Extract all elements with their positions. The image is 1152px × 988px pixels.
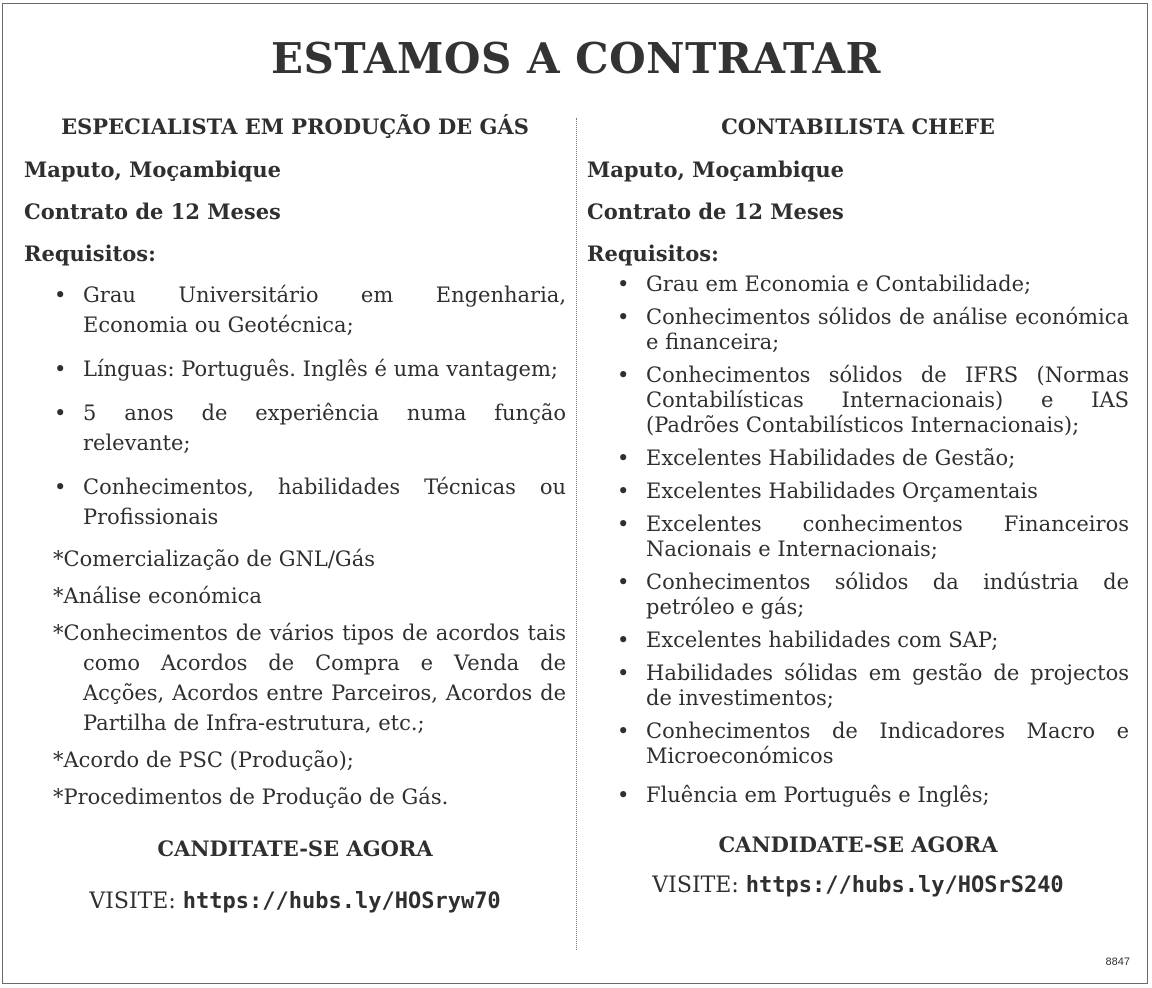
requirements-label: Requisitos: [24, 241, 156, 266]
list-item: • Grau Universitário em Engenharia, Economia ou Geotécnica; [24, 280, 566, 340]
list-item: • Excelentes habilidades com SAP; [587, 628, 1129, 653]
skill-item: *Conhecimentos de vários tipos de acordos tais como Acordos de Compra e Venda de Acções, Acordos entre Parceiros, Acordos de Partilha de Infra-estrutura, etc.; [53, 621, 566, 735]
visit-label: VISITE: [89, 889, 176, 914]
list-item: • Grau em Economia e Contabilidade; [587, 272, 1129, 297]
visit-line [587, 873, 1129, 898]
ad-reference-code: 8847 [1105, 956, 1130, 968]
apply-cta: CANDIDATE-SE AGORA [718, 832, 998, 857]
requirements-label: Requisitos: [587, 241, 719, 266]
column-divider [576, 118, 577, 950]
job-column-chief-accountant [587, 114, 1129, 898]
visit-line [24, 889, 566, 914]
skill-item: *Comercialização de GNL/Gás [53, 547, 375, 571]
list-item: • Conhecimentos sólidos de IFRS (Normas Contabilísticas Internacionais) e IAS (Padrões Contabilísticos Internacionais); [587, 363, 1129, 438]
list-item: • 5 anos de experiência numa função relevante; [24, 398, 566, 458]
apply-cta: CANDITATE-SE AGORA [157, 836, 433, 861]
apply-link[interactable]: https://hubs.ly/HOSrS240 [745, 873, 1064, 898]
visit-label: VISITE: [652, 873, 739, 898]
apply-link[interactable]: https://hubs.ly/HOSryw70 [182, 889, 501, 914]
list-item: • Excelentes Habilidades de Gestão; [587, 446, 1129, 471]
list-item: • Conhecimentos sólidos da indústria de petróleo e gás; [587, 570, 1129, 620]
skill-item: *Análise económica [53, 584, 262, 608]
list-item: • Línguas: Português. Inglês é uma vantagem; [24, 354, 566, 384]
job-column-gas-specialist [24, 114, 566, 914]
list-item: • Fluência em Português e Inglês; [587, 783, 1129, 808]
list-item: • Conhecimentos, habilidades Técnicas ou Profissionais [24, 472, 566, 532]
list-item: • Conhecimentos sólidos de análise económica e financeira; [587, 305, 1129, 355]
skill-item: *Procedimentos de Produção de Gás. [53, 785, 449, 809]
list-item: • Habilidades sólidas em gestão de projectos de investimentos; [587, 661, 1129, 711]
job-title: CONTABILISTA CHEFE [721, 114, 995, 139]
skill-item: *Acordo de PSC (Produção); [53, 748, 354, 772]
job-location: Maputo, Moçambique [24, 157, 281, 182]
job-location: Maputo, Moçambique [587, 157, 844, 182]
list-item: • Excelentes Habilidades Orçamentais [587, 479, 1129, 504]
job-contract: Contrato de 12 Meses [587, 199, 844, 224]
job-title: ESPECIALISTA EM PRODUÇÃO DE GÁS [61, 114, 529, 139]
job-contract: Contrato de 12 Meses [24, 199, 281, 224]
requirements-list [24, 280, 566, 532]
list-item: • Conhecimentos de Indicadores Macro e Microeconómicos [587, 719, 1129, 769]
page-title: ESTAMOS A CONTRATAR [271, 34, 881, 83]
list-item: • Excelentes conhecimentos Financeiros Nacionais e Internacionais; [587, 512, 1129, 562]
requirements-list [587, 272, 1129, 808]
